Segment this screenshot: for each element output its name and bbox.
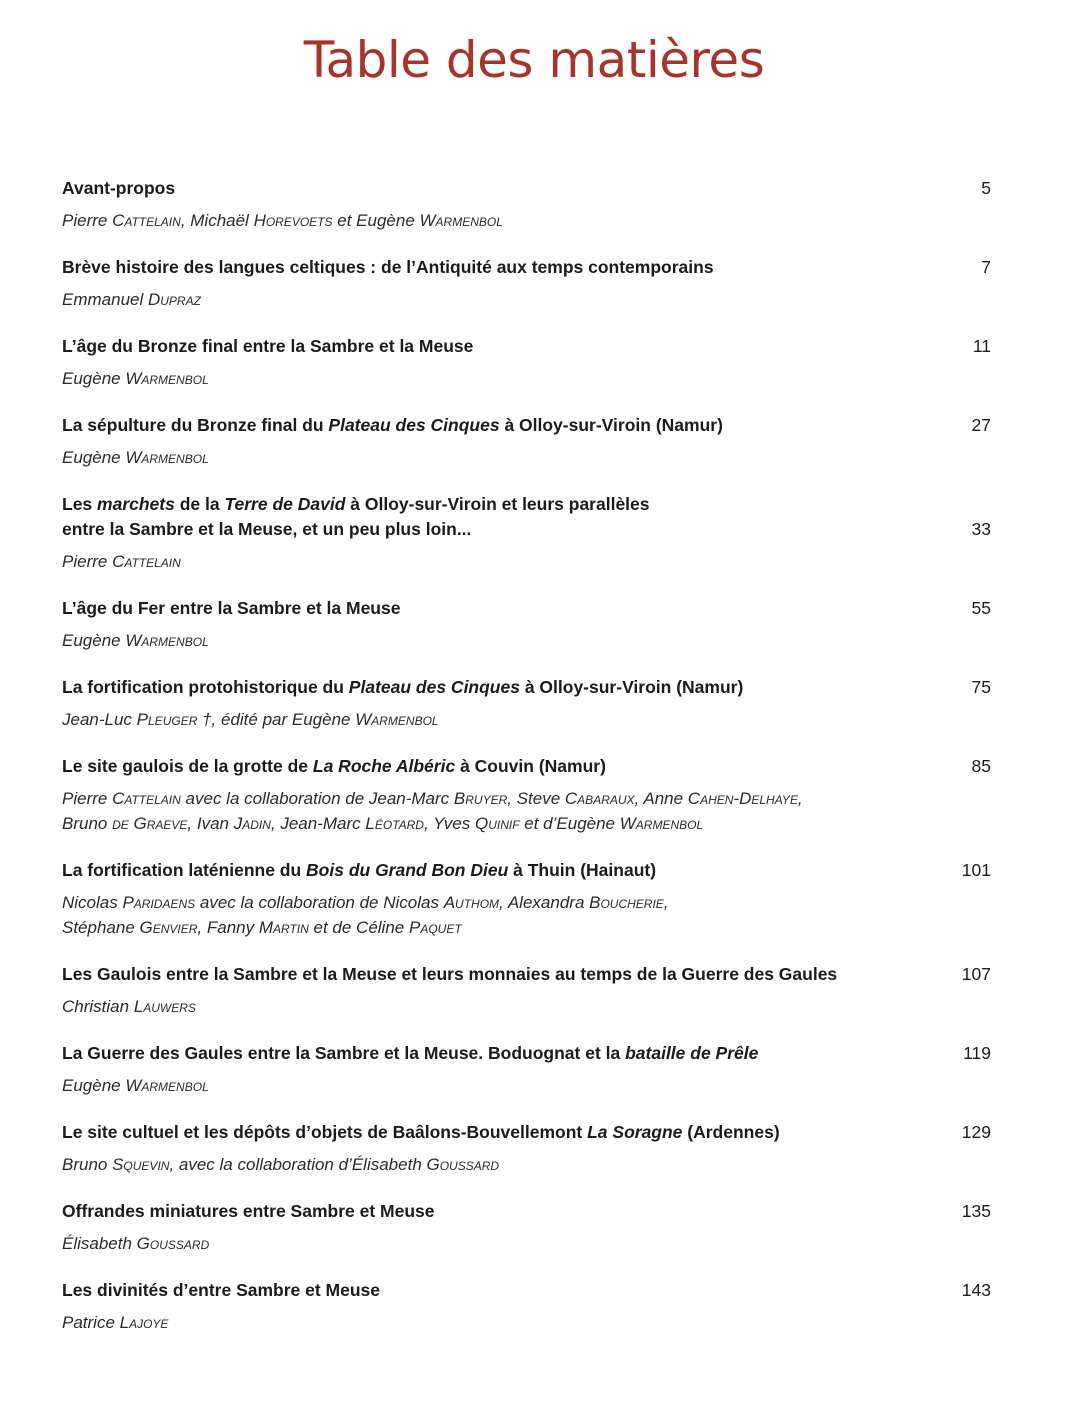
author-surname: Cattelain: [112, 789, 181, 808]
author-text: , Anne: [634, 789, 688, 808]
author-text: Nicolas: [62, 893, 123, 912]
toc-page-number[interactable]: 101: [961, 860, 991, 880]
toc-page-number[interactable]: 143: [961, 1280, 991, 1300]
toc-entry-authors: [62, 366, 912, 391]
author-surname: Warmenbol: [125, 1076, 209, 1095]
author-surname: Cattelain: [112, 552, 181, 571]
author-text: ,: [663, 893, 669, 912]
author-surname: Pleuger: [136, 710, 198, 729]
author-text: Patrice: [62, 1313, 120, 1332]
author-text: , Jean-Marc: [270, 814, 366, 833]
toc-page-number[interactable]: 5: [981, 178, 991, 198]
title-segment: Avant-propos: [62, 178, 176, 198]
toc-entry-title[interactable]: [62, 1278, 912, 1303]
author-surname: Warmenbol: [355, 710, 439, 729]
page-title: Table des matières: [303, 31, 765, 89]
author-surname: Genvier: [139, 918, 198, 937]
author-text: ,: [797, 789, 803, 808]
title-segment: à Olloy-sur-Viroin et leurs parallèles: [345, 494, 650, 514]
author-text: Eugène: [62, 448, 126, 467]
author-surname: Boucherie: [589, 893, 664, 912]
author-text: , Steve: [507, 789, 565, 808]
toc-entry[interactable]: [62, 1120, 992, 1177]
toc-page-number[interactable]: 75: [971, 677, 991, 697]
author-surname: Warmenbol: [125, 448, 209, 467]
toc-page-number[interactable]: 135: [961, 1201, 991, 1221]
toc-entry-authors: [62, 890, 912, 940]
author-text: et d’Eugène: [519, 814, 620, 833]
toc-entry-title[interactable]: [62, 596, 912, 621]
title-segment: à Olloy-sur-Viroin (Namur): [499, 415, 723, 435]
author-text: Bruno: [62, 814, 113, 833]
author-text: avec la collaboration de Nicolas: [195, 893, 444, 912]
author-text: Élisabeth: [62, 1234, 137, 1253]
author-text: , avec la collaboration d’Élisabeth: [169, 1155, 427, 1174]
toc-entry-authors: [62, 707, 912, 732]
title-italic-segment: marchets: [97, 494, 175, 514]
author-surname: Horevoets: [253, 211, 333, 230]
title-segment: La sépulture du Bronze final du: [62, 415, 329, 435]
author-surname: Squevin: [112, 1155, 170, 1174]
author-surname: Martin: [258, 918, 309, 937]
author-surname: Bruyer: [453, 789, 508, 808]
title-segment: de la: [174, 494, 225, 514]
title-segment: Les Gaulois entre la Sambre et la Meuse et leurs monnaies au temps de la Guerre des Gaules: [62, 964, 838, 984]
toc-entry-title[interactable]: [62, 492, 912, 542]
author-surname: Cattelain: [112, 211, 181, 230]
toc-entry[interactable]: [62, 1199, 992, 1256]
author-surname: Warmenbol: [619, 814, 704, 833]
author-text: , Alexandra: [499, 893, 590, 912]
title-segment: (Ardennes): [682, 1122, 780, 1142]
author-text: Stéphane: [62, 918, 140, 937]
toc-entry-authors: [62, 1310, 912, 1335]
author-text: Pierre: [62, 789, 113, 808]
toc-entry[interactable]: [62, 858, 992, 940]
author-text: Pierre: [62, 211, 113, 230]
title-segment: Offrandes miniatures entre Sambre et Meuse: [62, 1201, 435, 1221]
title-italic-segment: Bois du Grand Bon Dieu: [306, 860, 509, 880]
toc-entry-title[interactable]: [62, 1120, 912, 1145]
toc-entry-authors: [62, 549, 912, 574]
author-text: Jean-Luc: [62, 710, 137, 729]
title-segment: La fortification laténienne du: [62, 860, 307, 880]
title-italic-segment: bataille de Prêle: [625, 1043, 759, 1063]
author-surname: Warmenbol: [125, 631, 209, 650]
author-surname: Authom: [443, 893, 500, 912]
author-text: , Michaël: [180, 211, 254, 230]
toc-entry-title[interactable]: [62, 1041, 912, 1066]
toc-entry-title[interactable]: [62, 858, 912, 883]
toc-entry-title[interactable]: [62, 754, 912, 779]
author-text: et de Céline: [308, 918, 409, 937]
author-surname: Dupraz: [147, 290, 201, 309]
author-surname: Paridaens: [122, 893, 196, 912]
author-surname: Paquet: [408, 918, 462, 937]
toc-entry-authors: [62, 1152, 912, 1177]
title-italic-segment: La Soragne: [587, 1122, 683, 1142]
title-segment: entre la Sambre et la Meuse, et un peu plus loin...: [62, 519, 472, 539]
author-text: Pierre: [62, 552, 113, 571]
author-text: Christian: [62, 997, 134, 1016]
title-segment: Le site cultuel et les dépôts d’objets de Baâlons-Bouvellemont: [62, 1122, 588, 1142]
toc-entry-title[interactable]: [62, 334, 912, 359]
toc-entry-authors: [62, 628, 912, 653]
title-italic-segment: La Roche Albéric: [312, 756, 456, 776]
title-segment: L’âge du Fer entre la Sambre et la Meuse: [62, 598, 401, 618]
author-text: , Fanny: [197, 918, 259, 937]
toc-entry[interactable]: [62, 754, 992, 836]
toc-entry[interactable]: [62, 176, 992, 233]
author-surname: Cahen-Delhaye: [687, 789, 798, 808]
author-surname: Cabaraux: [564, 789, 635, 808]
toc-entry-authors: [62, 445, 912, 470]
toc-entry[interactable]: [62, 334, 992, 391]
title-segment: à Couvin (Namur): [455, 756, 606, 776]
author-surname: Goussard: [426, 1155, 500, 1174]
author-surname: Warmenbol: [419, 211, 503, 230]
author-surname: Lajoye: [119, 1313, 169, 1332]
author-text: , Ivan: [187, 814, 234, 833]
toc-entry-authors: [62, 1231, 912, 1256]
author-text: †, édité par Eugène: [197, 710, 356, 729]
toc-page-number[interactable]: 129: [961, 1122, 991, 1142]
toc-entry[interactable]: [62, 596, 992, 653]
title-segment: Les: [62, 494, 98, 514]
title-segment: Les divinités d’entre Sambre et Meuse: [62, 1280, 381, 1300]
title-italic-segment: Plateau des Cinques: [328, 415, 500, 435]
toc-page-number[interactable]: 27: [971, 415, 991, 435]
title-italic-segment: Plateau des Cinques: [348, 677, 520, 697]
author-surname: de Graeve: [112, 814, 188, 833]
toc-entry-authors: [62, 1073, 912, 1098]
table-of-contents: [62, 176, 992, 1335]
toc-entry-authors: [62, 786, 912, 836]
toc-entry[interactable]: [62, 1041, 992, 1098]
author-text: Eugène: [62, 369, 126, 388]
toc-page-number[interactable]: 55: [971, 598, 991, 618]
toc-entry[interactable]: [62, 675, 992, 732]
title-segment: à Olloy-sur-Viroin (Namur): [519, 677, 744, 697]
author-surname: Léotard: [365, 814, 424, 833]
title-segment: Brève histoire des langues celtiques : de l’Antiquité aux temps contemporains: [62, 257, 714, 277]
author-text: Bruno: [62, 1155, 113, 1174]
toc-entry[interactable]: [62, 413, 992, 470]
author-text: et Eugène: [332, 211, 420, 230]
toc-page-number[interactable]: 11: [972, 336, 991, 356]
toc-page-number[interactable]: 33: [971, 519, 991, 539]
author-text: avec la collaboration de Jean-Marc: [180, 789, 454, 808]
toc-entry-title[interactable]: [62, 962, 912, 987]
toc-entry[interactable]: [62, 962, 992, 1019]
author-text: , Yves: [423, 814, 475, 833]
title-segment: L’âge du Bronze final entre la Sambre et la Meuse: [62, 336, 474, 356]
toc-entry-title[interactable]: [62, 255, 912, 280]
author-text: Eugène: [62, 1076, 126, 1095]
toc-entry[interactable]: [62, 255, 992, 312]
title-segment: La fortification protohistorique du: [62, 677, 349, 697]
toc-page-number[interactable]: 7: [981, 257, 991, 277]
toc-entry-title[interactable]: [62, 176, 912, 201]
toc-entry-authors: [62, 208, 912, 233]
toc-entry-title[interactable]: [62, 413, 912, 438]
author-surname: Goussard: [136, 1234, 210, 1253]
toc-entry-title[interactable]: [62, 675, 912, 700]
toc-entry[interactable]: [62, 1278, 992, 1335]
toc-entry-authors: [62, 287, 912, 312]
author-text: Emmanuel: [62, 290, 148, 309]
author-text: Eugène: [62, 631, 126, 650]
toc-entry[interactable]: [62, 492, 992, 574]
toc-page-number[interactable]: 85: [971, 756, 991, 776]
title-italic-segment: Terre de David: [224, 494, 346, 514]
author-surname: Quinif: [474, 814, 520, 833]
author-surname: Jadin: [233, 814, 271, 833]
author-surname: Warmenbol: [125, 369, 209, 388]
toc-entry-authors: [62, 994, 912, 1019]
toc-page-number[interactable]: 107: [961, 964, 991, 984]
title-segment: La Guerre des Gaules entre la Sambre et la Meuse. Boduognat et la: [62, 1043, 626, 1063]
title-segment: à Thuin (Hainaut): [508, 860, 657, 880]
toc-entry-title[interactable]: [62, 1199, 912, 1224]
title-segment: Le site gaulois de la grotte de: [62, 756, 313, 776]
toc-page-number[interactable]: 119: [963, 1043, 991, 1063]
author-surname: Lauwers: [133, 997, 196, 1016]
